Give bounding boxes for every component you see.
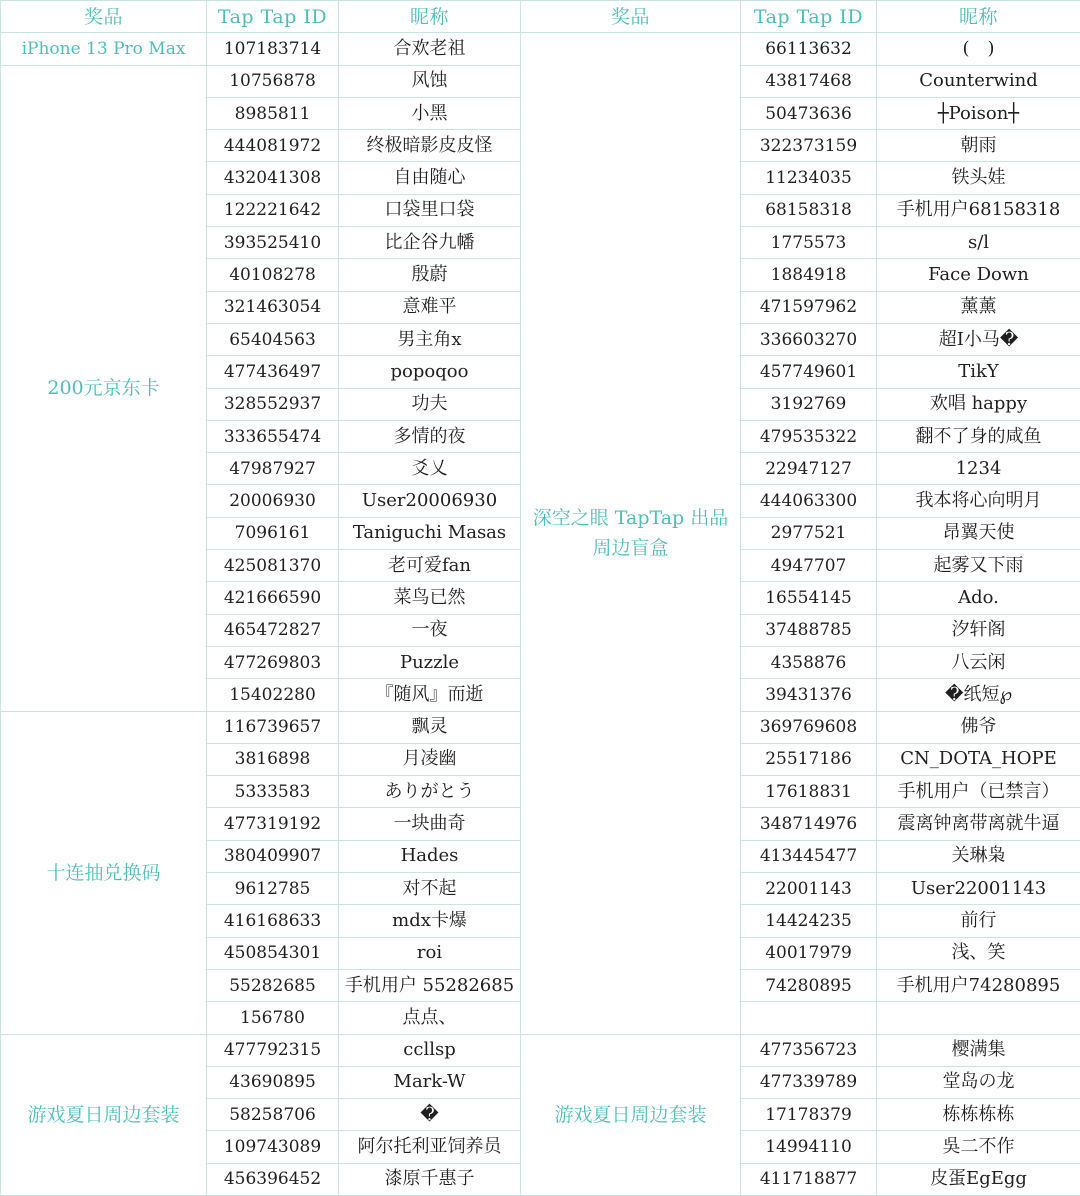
taptap-id-cell-right: 22947127 (741, 453, 877, 485)
header-prize: 奖品 (1, 1, 207, 33)
nickname-cell-right: s/l (877, 227, 1080, 259)
taptap-id-cell-right: 477356723 (741, 1034, 877, 1066)
prize-cell (1, 711, 207, 1034)
nickname-cell-right: 手机用户68158318 (877, 194, 1080, 226)
taptap-id-cell-right: 457749601 (741, 356, 877, 388)
taptap-id-cell: 109743089 (207, 1131, 339, 1163)
nickname-cell-right: 吳二不作 (877, 1131, 1080, 1163)
nickname-cell-right: 昂翼天使 (877, 517, 1080, 549)
taptap-id-cell-right: 14994110 (741, 1131, 877, 1163)
taptap-id-cell: 328552937 (207, 388, 339, 420)
nickname-cell: roi (339, 937, 521, 969)
taptap-id-cell: 122221642 (207, 194, 339, 226)
taptap-id-cell-right: 11234035 (741, 162, 877, 194)
taptap-id-cell: 65404563 (207, 323, 339, 355)
taptap-id-cell-right: 43817468 (741, 65, 877, 97)
taptap-id-cell-right: 39431376 (741, 679, 877, 711)
prize-cell (1, 1034, 207, 1195)
taptap-id-cell: 40108278 (207, 259, 339, 291)
taptap-id-cell-right: 68158318 (741, 194, 877, 226)
taptap-id-cell: 477792315 (207, 1034, 339, 1066)
nickname-cell: 比企谷九幡 (339, 227, 521, 259)
taptap-id-cell-right: 1775573 (741, 227, 877, 259)
header-row (1, 1, 1080, 33)
prize-label: iPhone 13 Pro Max (22, 34, 186, 64)
taptap-id-cell: 7096161 (207, 517, 339, 549)
nickname-cell: 爻乂 (339, 453, 521, 485)
taptap-id-cell-right (741, 1002, 877, 1034)
nickname-cell-right: Counterwind (877, 65, 1080, 97)
nickname-cell-right: �纸短℘ (877, 679, 1080, 711)
nickname-cell-right: 堂岛の龙 (877, 1066, 1080, 1098)
header-taptap-id: Tap Tap ID (207, 1, 339, 33)
taptap-id-cell: 477269803 (207, 646, 339, 678)
taptap-id-cell-right: 17178379 (741, 1099, 877, 1131)
prize-label: 200元京东卡 (47, 373, 159, 403)
nickname-cell: 老可爱fan (339, 550, 521, 582)
taptap-id-cell: 477436497 (207, 356, 339, 388)
taptap-id-cell-right: 479535322 (741, 420, 877, 452)
nickname-cell-right: 手机用户74280895 (877, 969, 1080, 1001)
nickname-cell: 对不起 (339, 873, 521, 905)
taptap-id-cell: 43690895 (207, 1066, 339, 1098)
prize-label-right: 游戏夏日周边套装 (554, 1100, 706, 1130)
taptap-id-cell: 444081972 (207, 130, 339, 162)
nickname-cell: 飘灵 (339, 711, 521, 743)
taptap-id-cell: 58258706 (207, 1099, 339, 1131)
taptap-id-cell: 380409907 (207, 840, 339, 872)
taptap-id-cell: 9612785 (207, 873, 339, 905)
prize-cell (1, 33, 207, 65)
taptap-id-cell: 321463054 (207, 291, 339, 323)
nickname-cell-right: 汐轩阁 (877, 614, 1080, 646)
nickname-cell: 意难平 (339, 291, 521, 323)
taptap-id-cell-right: 471597962 (741, 291, 877, 323)
taptap-id-cell-right: 14424235 (741, 905, 877, 937)
taptap-id-cell: 47987927 (207, 453, 339, 485)
taptap-id-cell: 156780 (207, 1002, 339, 1034)
nickname-cell: 口袋里口袋 (339, 194, 521, 226)
nickname-cell-right: ┼Poison┼ (877, 97, 1080, 129)
nickname-cell-right: 震离钟离带离就牛逼 (877, 808, 1080, 840)
taptap-id-cell-right: 369769608 (741, 711, 877, 743)
nickname-cell: 一夜 (339, 614, 521, 646)
nickname-cell: 手机用户 55282685 (339, 969, 521, 1001)
taptap-id-cell: 5333583 (207, 776, 339, 808)
taptap-id-cell: 465472827 (207, 614, 339, 646)
prize-cell-right (521, 33, 741, 1034)
taptap-id-cell-right: 4358876 (741, 646, 877, 678)
taptap-id-cell-right: 40017979 (741, 937, 877, 969)
taptap-id-cell-right: 1884918 (741, 259, 877, 291)
nickname-cell-right (877, 1002, 1080, 1034)
nickname-cell: 一块曲奇 (339, 808, 521, 840)
nickname-cell-right: CN_DOTA_HOPE (877, 743, 1080, 775)
nickname-cell: 自由随心 (339, 162, 521, 194)
taptap-id-cell: 393525410 (207, 227, 339, 259)
taptap-id-cell-right: 322373159 (741, 130, 877, 162)
taptap-id-cell: 333655474 (207, 420, 339, 452)
taptap-id-cell: 477319192 (207, 808, 339, 840)
taptap-id-cell: 107183714 (207, 33, 339, 65)
nickname-cell-right: 浅、笑 (877, 937, 1080, 969)
nickname-cell-right: Face Down (877, 259, 1080, 291)
taptap-id-cell: 3816898 (207, 743, 339, 775)
nickname-cell-right: 朝雨 (877, 130, 1080, 162)
nickname-cell-right: TikY (877, 356, 1080, 388)
taptap-id-cell-right: 444063300 (741, 485, 877, 517)
nickname-cell: Mark-W (339, 1066, 521, 1098)
nickname-cell-right: 起雾又下雨 (877, 550, 1080, 582)
nickname-cell: 月凌幽 (339, 743, 521, 775)
taptap-id-cell-right: 25517186 (741, 743, 877, 775)
taptap-id-cell-right: 4947707 (741, 550, 877, 582)
taptap-id-cell-right: 22001143 (741, 873, 877, 905)
nickname-cell-right: 皮蛋EgEgg (877, 1163, 1080, 1195)
nickname-cell: 小黑 (339, 97, 521, 129)
taptap-id-cell: 425081370 (207, 550, 339, 582)
taptap-id-cell-right: 411718877 (741, 1163, 877, 1195)
nickname-cell-right: 1234 (877, 453, 1080, 485)
nickname-cell-right: 前行 (877, 905, 1080, 937)
taptap-id-cell: 20006930 (207, 485, 339, 517)
nickname-cell-right: ( ) (877, 33, 1080, 65)
taptap-id-cell: 116739657 (207, 711, 339, 743)
nickname-cell-right: 手机用户（已禁言） (877, 776, 1080, 808)
nickname-cell-right: 樱满集 (877, 1034, 1080, 1066)
nickname-cell-right: 翻不了身的咸鱼 (877, 420, 1080, 452)
nickname-cell-right: 关琳枭 (877, 840, 1080, 872)
nickname-cell-right: 八云闲 (877, 646, 1080, 678)
taptap-id-cell: 15402280 (207, 679, 339, 711)
taptap-id-cell: 421666590 (207, 582, 339, 614)
taptap-id-cell-right: 3192769 (741, 388, 877, 420)
nickname-cell: Hades (339, 840, 521, 872)
nickname-cell: 终极暗影皮皮怪 (339, 130, 521, 162)
nickname-cell: � (339, 1099, 521, 1131)
taptap-id-cell-right: 37488785 (741, 614, 877, 646)
nickname-cell: 多情的夜 (339, 420, 521, 452)
taptap-id-cell-right: 17618831 (741, 776, 877, 808)
nickname-cell: 合欢老祖 (339, 33, 521, 65)
header-nickname-right: 昵称 (877, 1, 1080, 33)
taptap-id-cell: 432041308 (207, 162, 339, 194)
nickname-cell: User20006930 (339, 485, 521, 517)
nickname-cell-right: 铁头娃 (877, 162, 1080, 194)
header-nickname: 昵称 (339, 1, 521, 33)
nickname-cell: 功夫 (339, 388, 521, 420)
nickname-cell-right: 佛爷 (877, 711, 1080, 743)
nickname-cell-right: 薰薰 (877, 291, 1080, 323)
nickname-cell: mdx卡爆 (339, 905, 521, 937)
prize-label-right: 深空之眼 TapTap 出品周边盲盒 (533, 503, 729, 563)
taptap-id-cell: 416168633 (207, 905, 339, 937)
nickname-cell: popoqoo (339, 356, 521, 388)
prize-cell-right (521, 1034, 741, 1195)
taptap-id-cell: 450854301 (207, 937, 339, 969)
table-body (1, 33, 1080, 1196)
nickname-cell-right: 栋栋栋栋 (877, 1099, 1080, 1131)
nickname-cell: 漆原千惠子 (339, 1163, 521, 1195)
nickname-cell: ccllsp (339, 1034, 521, 1066)
table-row (1, 1034, 1080, 1066)
taptap-id-cell: 55282685 (207, 969, 339, 1001)
nickname-cell: 菜鸟已然 (339, 582, 521, 614)
taptap-id-cell: 10756878 (207, 65, 339, 97)
header-taptap-id-right: Tap Tap ID (741, 1, 877, 33)
nickname-cell-right: 超I小马� (877, 323, 1080, 355)
nickname-cell: Taniguchi Masas (339, 517, 521, 549)
taptap-id-cell-right: 50473636 (741, 97, 877, 129)
taptap-id-cell-right: 66113632 (741, 33, 877, 65)
taptap-id-cell-right: 16554145 (741, 582, 877, 614)
taptap-id-cell-right: 74280895 (741, 969, 877, 1001)
nickname-cell-right: 我本将心向明月 (877, 485, 1080, 517)
nickname-cell: 男主角x (339, 323, 521, 355)
nickname-cell-right: 欢唱 happy (877, 388, 1080, 420)
taptap-id-cell: 456396452 (207, 1163, 339, 1195)
nickname-cell: 阿尔托利亚饲养员 (339, 1131, 521, 1163)
nickname-cell: ありがとう (339, 776, 521, 808)
nickname-cell: 点点、 (339, 1002, 521, 1034)
nickname-cell: 殷蔚 (339, 259, 521, 291)
taptap-id-cell-right: 348714976 (741, 808, 877, 840)
nickname-cell-right: Ado. (877, 582, 1080, 614)
taptap-id-cell-right: 413445477 (741, 840, 877, 872)
prize-cell (1, 65, 207, 711)
prize-label: 游戏夏日周边套装 (27, 1100, 179, 1130)
taptap-id-cell-right: 477339789 (741, 1066, 877, 1098)
prize-label: 十连抽兑换码 (46, 858, 160, 888)
taptap-id-cell-right: 2977521 (741, 517, 877, 549)
header-prize-right: 奖品 (521, 1, 741, 33)
taptap-id-cell-right: 336603270 (741, 323, 877, 355)
taptap-id-cell: 8985811 (207, 97, 339, 129)
nickname-cell: Puzzle (339, 646, 521, 678)
nickname-cell-right: User22001143 (877, 873, 1080, 905)
nickname-cell: 『随风』而逝 (339, 679, 521, 711)
table-row (1, 33, 1080, 65)
nickname-cell: 风蚀 (339, 65, 521, 97)
